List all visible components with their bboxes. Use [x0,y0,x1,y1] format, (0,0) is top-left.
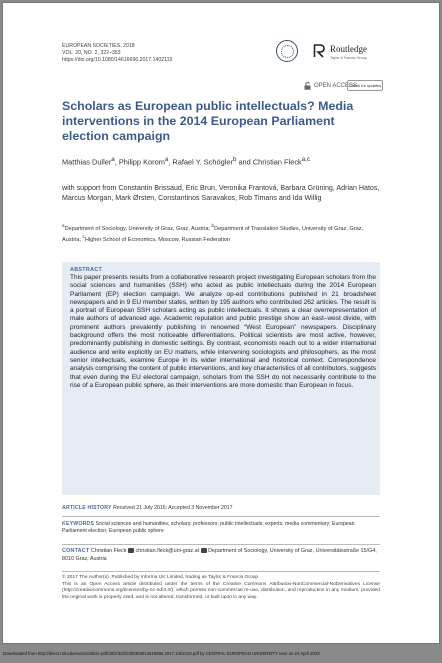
keywords [62,521,380,536]
author-affil-mark: a,c [301,156,310,163]
author-affil-mark: a [111,156,115,163]
divider [62,516,380,517]
journal-info [62,43,172,64]
history-text: Received 21 July 2016; Accepted 3 November 2017 [113,505,233,511]
affil-text: Higher School of Economics, Moscow, Russian Federation [84,236,231,243]
publisher-name: Routledge [330,44,367,54]
journal-doi[interactable]: https://doi.org/10.1080/14616696.2017.1402119 [62,57,173,63]
university-seal-icon [276,40,298,62]
author-name: Rafael Y. Schögler [172,157,233,167]
affil-text: Department of Translation Studies, University of Graz, Graz, Austria; [62,225,364,243]
affil-text: Department of Sociology, University of Graz, Graz, Austria; [64,225,212,232]
open-access-label: OPEN ACCESS [314,83,358,89]
license-text: This is an Open Access article distributed under the terms of the Creative Commons Attribution-NonCommercial-NoDerivatives License (http://creativecommons.org/licenses/by-nc-nd/4.0/), which permits non-commercial re-use, distribution, and reproduction in any medium, provided the original work is properly cited, and is not altered, transformed, or built upon in any way. [62,581,380,600]
contact-name: Christian Fleck [90,548,127,554]
open-lock-icon [304,82,311,90]
affil-mark: a [62,223,65,228]
download-footer: Downloaded from http://direct.mit.edu/eusoc/article-pdf/20/2/322/2492508/14616696.2017.1402119.pdf by CENTRAL EUROPEAN UNIVERSITY user on 24 April 2023 [3,651,320,656]
author-affil-mark: a [164,156,169,163]
author-affil-mark: b [232,156,237,163]
license-info [62,575,380,601]
article-title: Scholars as European public intellectuals? Media interventions in the 2014 European Parliament election campaign [62,99,354,143]
affiliations [62,222,380,244]
affil-mark: b [211,223,215,228]
contact-info [62,548,380,563]
check-updates-button[interactable] [347,80,383,91]
email-icon [128,548,134,553]
author-list: Matthias Duller$^a$, Philipp Korom$^a$, Rafael Y. Schögler$^b$ and Christian Fleck$^{a,c}$ [62,156,310,167]
author-name: Matthias Duller [62,157,112,167]
author-name: Christian Fleck [252,157,302,167]
keywords-text: Social sciences and humanities; scholars; professors; public intellectuals; experts; media commentary; European Parliament election; European public sphere [62,521,355,535]
copyright-line: © 2017 The Author(s). Published by Informa UK Limited, trading as Taylor & Francis Group [62,575,259,580]
contact-email[interactable]: christian.fleck@uni-graz.at [135,548,200,554]
divider [62,571,380,572]
author-name: Philipp Korom [118,157,165,167]
keywords-label: KEYWORDS [62,521,95,527]
journal-volume: VOL. 20, NO. 2, 322–353 [62,50,121,56]
publisher-tagline: Taylor & Francis Group [330,56,367,60]
affil-mark: c [82,233,85,239]
contact-label: CONTACT [62,548,90,554]
contact-address: Department of Sociology, University of Graz, Universitätsstraße 15/G4, 8010 Graz, Austria [62,548,377,562]
abstract-heading: ABSTRACT [70,267,103,273]
routledge-logo-icon [313,44,325,58]
support-line: with support from Constantin Brissaud, Eric Brun, Veronika Frantová, Barbara Grüning, Adrian Hatos, Marcus Morgan, Mark Ørsten, Constantinos Saravakos, Rob Timans and Ida Willig [62,184,380,203]
history-label: ARTICLE HISTORY [62,505,112,511]
article-history [62,505,380,512]
divider [62,544,380,545]
journal-name: EUROPEAN SOCIETIES, 2018 [62,43,135,49]
email-icon [201,548,207,553]
abstract-text: This paper presents results from a collaborative research project investigating European scholars from the social sciences and humanities (SSH) who acted as public intellectuals during the 2014 European Parliament (EP) election campaign. We analyze op-ed contributions published in 21 broadsheet newspapers and in 9 EU member states, written by 195 authors who contributed 262 articles. The result is a portrait of European SSH scholars acting as public intellectuals. It shows a clear overrepresentation of male authors of advanced age. Academic reputation and public prestige show an east–west divide, with prominent authors prevalently publishing in renowned “West European” newspapers. Disciplinary background offers the most noticeable differentiations. Political scientists are most active, however, predominantly publishing in domestic settings. By contrast, economists reach out to a wider international audience and write explicitly on EU matters, while intervening sociologists and philosophers, as the most senior intellectuals, examine Europe in its wider international and historical context. Correspondence analysis comprising the content of public interventions, and key characteristics of all contributors, suggests that even during the EU electoral campaign, scholars from the SSH do not necessarily contribute to the rise of a European public sphere, as their interventions are more domestic than European in focus. [70,274,377,389]
check-updates-label: Check for updates [348,83,382,88]
